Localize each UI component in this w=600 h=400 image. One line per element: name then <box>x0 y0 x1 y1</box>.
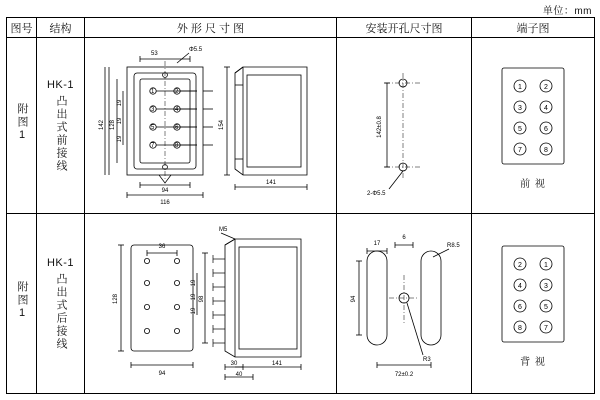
terminal-3: 3 <box>544 282 548 290</box>
dim-19c: 19 <box>117 135 123 142</box>
terminal-1: 1 <box>544 261 548 269</box>
terminal-4: 4 <box>544 104 548 112</box>
dim-94c: 94 <box>351 295 357 302</box>
terminal-7: 7 <box>518 146 522 154</box>
row1-mounting-drawing <box>337 39 470 213</box>
dim-30: 30 <box>230 360 238 367</box>
pin-2: 2 <box>175 88 179 95</box>
row2-outline-cell <box>85 214 337 394</box>
terminal-8: 8 <box>544 146 548 154</box>
row2-outline-drawing <box>85 215 335 393</box>
row1-terminal-cell <box>472 38 595 214</box>
dim-19d: 19 <box>191 279 197 286</box>
dim-53: 53 <box>151 50 158 57</box>
row2-terminal-view-label: 背 视 <box>520 356 546 368</box>
row1-figure-label: 附图1 <box>16 103 28 143</box>
dim-141b: 141 <box>271 360 283 367</box>
dim-19f: 19 <box>191 307 197 314</box>
dim-116: 116 <box>160 199 170 206</box>
dim-142-tol: 142±0.8 <box>377 115 383 138</box>
row2-structure-label: 凸出式后接线 <box>55 272 67 351</box>
dim-17: 17 <box>373 240 381 247</box>
terminal-2: 2 <box>544 83 548 91</box>
pin-1: 1 <box>151 88 155 95</box>
dim-94b: 94 <box>158 370 166 377</box>
table-row <box>7 38 595 214</box>
row1-mounting-cell <box>337 38 472 214</box>
terminal-5: 5 <box>544 303 548 311</box>
header-outline: 外 形 尺 寸 图 <box>85 18 337 38</box>
header-terminal: 端子图 <box>472 18 595 38</box>
terminal-3: 3 <box>518 104 522 112</box>
header-mounting: 安装开孔尺寸图 <box>337 18 472 38</box>
terminal-7: 7 <box>544 324 548 332</box>
row2-mounting-drawing <box>337 215 470 393</box>
dim-128b: 128 <box>113 293 119 304</box>
dim-142: 142 <box>99 119 105 130</box>
row1-outline-drawing <box>85 39 335 213</box>
terminal-6: 6 <box>518 303 522 311</box>
terminal-2: 2 <box>518 261 522 269</box>
dim-154: 154 <box>219 119 225 130</box>
terminal-8: 8 <box>518 324 522 332</box>
dim-141: 141 <box>265 179 277 186</box>
dim-19a: 19 <box>117 99 123 106</box>
spec-table <box>6 17 595 394</box>
dim-98: 98 <box>199 295 205 302</box>
pin-7: 7 <box>151 142 155 149</box>
row2-structure-cell <box>37 214 85 394</box>
row2-figure-cell <box>7 214 37 394</box>
row1-structure-label: 凸出式前接线 <box>55 94 67 173</box>
pin-5: 5 <box>151 124 155 131</box>
pin-8: 8 <box>175 142 179 149</box>
terminal-1: 1 <box>518 83 522 91</box>
header-structure: 结构 <box>37 18 85 38</box>
dim-6: 6 <box>402 234 406 241</box>
table-header-row <box>7 18 595 38</box>
row2-mounting-cell <box>337 214 472 394</box>
dim-r3: R3 <box>423 356 431 363</box>
unit-note: 单位：mm <box>542 6 592 17</box>
row1-structure-cell <box>37 38 85 214</box>
row2-model-label: HK-1 <box>46 256 75 269</box>
dim-r85: R8.5 <box>447 242 460 249</box>
table-row <box>7 214 595 394</box>
dim-m5: M5 <box>219 226 228 233</box>
dim-phi55: Φ5.5 <box>189 46 203 53</box>
dim-40: 40 <box>235 371 243 378</box>
row2-terminal-cell <box>472 214 595 394</box>
dim-19e: 19 <box>191 293 197 300</box>
row2-terminal-drawing <box>488 240 578 350</box>
row1-model-label: HK-1 <box>46 78 75 91</box>
header-figure: 图号 <box>7 18 37 38</box>
terminal-5: 5 <box>518 125 522 133</box>
dim-2-phi55: 2-Φ5.5 <box>367 190 386 197</box>
row1-terminal-drawing <box>488 62 578 172</box>
pin-6: 6 <box>175 124 179 131</box>
dim-72-tol: 72±0.2 <box>394 371 414 378</box>
dim-128: 128 <box>110 119 116 130</box>
terminal-6: 6 <box>544 125 548 133</box>
row2-figure-label: 附图1 <box>16 281 28 321</box>
row1-figure-cell <box>7 38 37 214</box>
row1-terminal-view-label: 前 视 <box>520 178 546 190</box>
terminal-4: 4 <box>518 282 522 290</box>
dim-19b: 19 <box>117 117 123 124</box>
pin-3: 3 <box>151 106 155 113</box>
dim-36: 36 <box>158 243 166 250</box>
dim-94: 94 <box>161 187 169 194</box>
row1-outline-cell <box>85 38 337 214</box>
pin-4: 4 <box>175 106 179 113</box>
